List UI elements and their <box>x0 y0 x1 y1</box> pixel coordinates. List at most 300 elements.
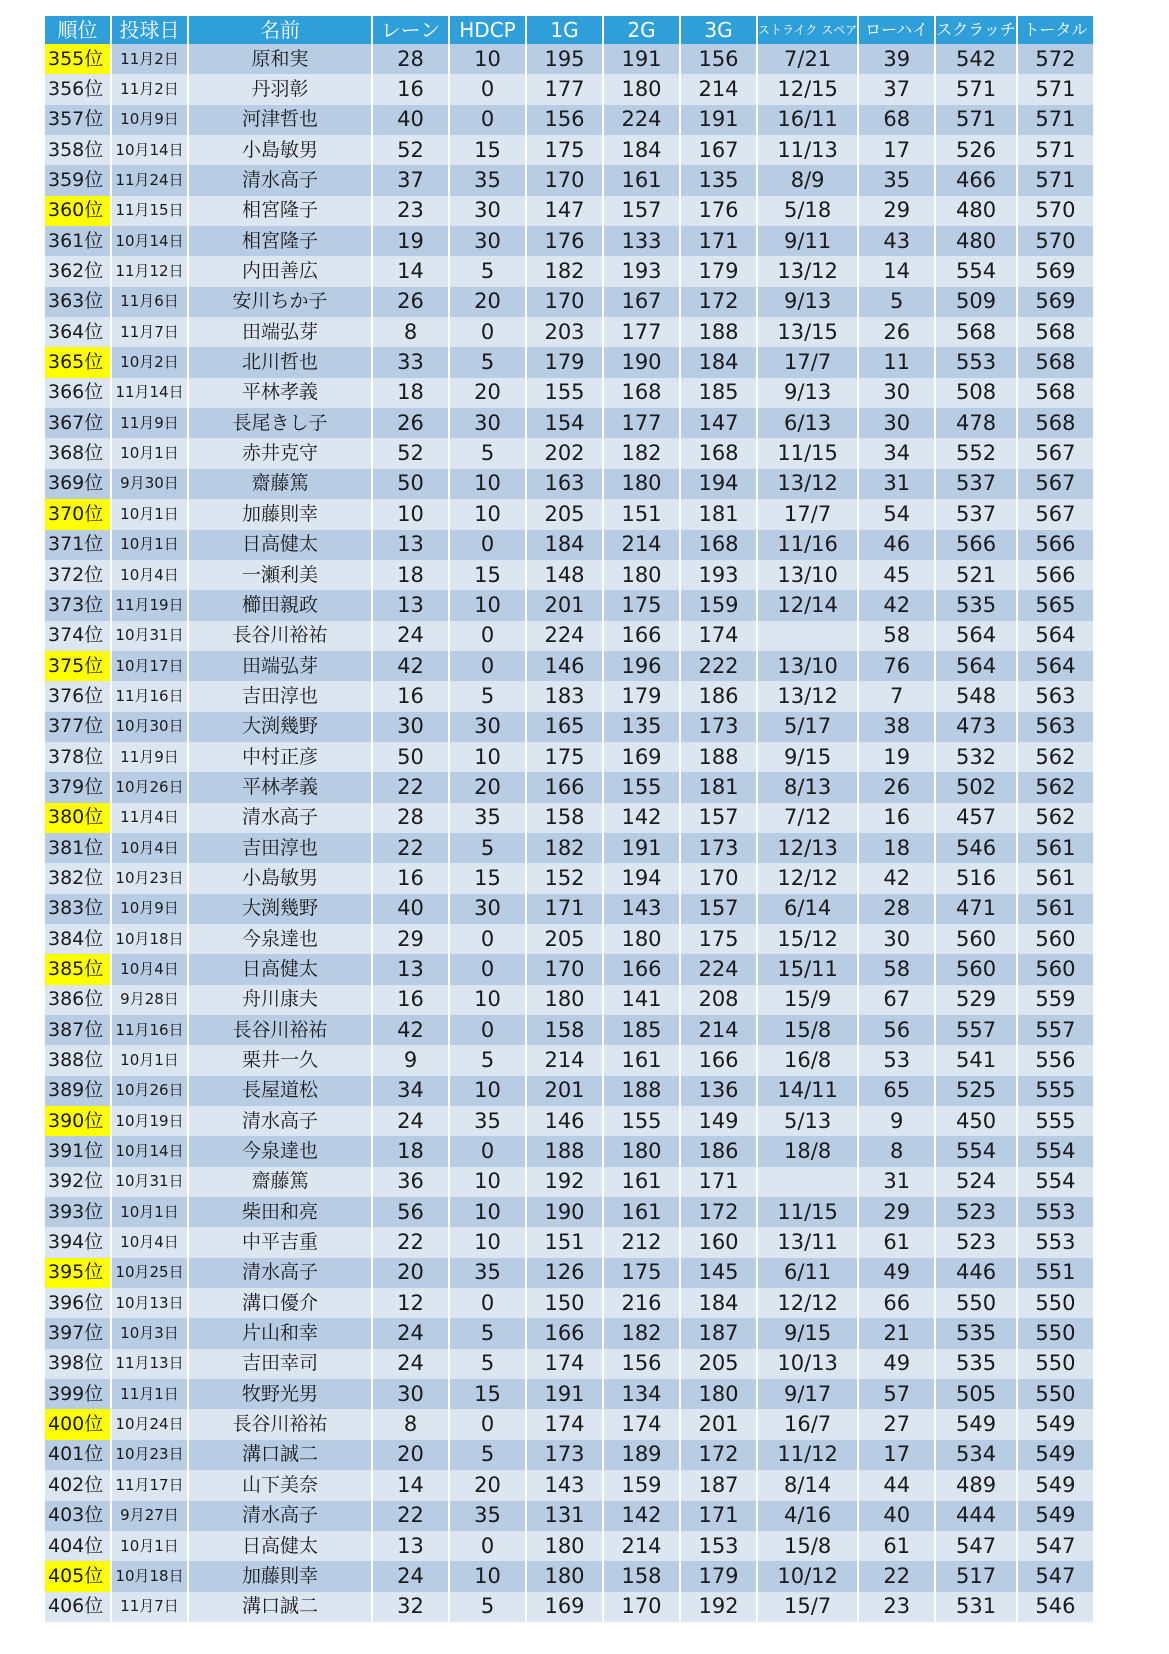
lane-cell: 52 <box>373 438 448 468</box>
game3-score-cell: 172 <box>681 287 756 317</box>
strike-spare-cell: 13/12 <box>758 681 857 711</box>
scratch-cell: 535 <box>936 590 1016 620</box>
date-cell: 11月9日 <box>112 408 187 438</box>
scratch-cell: 554 <box>936 256 1016 286</box>
scratch-cell: 480 <box>936 196 1016 226</box>
game2-score-cell: 216 <box>604 1288 679 1318</box>
strike-spare-cell: 14/11 <box>758 1076 857 1106</box>
game3-score-cell: 186 <box>681 1136 756 1166</box>
game1-score-cell: 170 <box>527 165 602 195</box>
date-cell: 11月16日 <box>112 1015 187 1045</box>
lane-cell: 8 <box>373 317 448 347</box>
lane-cell: 24 <box>373 621 448 651</box>
lane-cell: 18 <box>373 1136 448 1166</box>
scratch-cell: 526 <box>936 135 1016 165</box>
low-high-cell: 17 <box>859 1440 934 1470</box>
game1-score-cell: 158 <box>527 803 602 833</box>
date-cell: 11月2日 <box>112 44 187 74</box>
name-cell: 相宮隆子 <box>189 226 371 256</box>
hdcp-cell: 30 <box>450 894 525 924</box>
total-cell: 550 <box>1018 1318 1093 1348</box>
strike-spare-cell: 17/7 <box>758 347 857 377</box>
table-row <box>45 772 1093 802</box>
game1-score-cell: 180 <box>527 1531 602 1561</box>
scratch-cell: 466 <box>936 165 1016 195</box>
strike-spare-cell: 10/12 <box>758 1561 857 1591</box>
lane-cell: 34 <box>373 1076 448 1106</box>
name-cell: 丹羽彰 <box>189 74 371 104</box>
game3-score-cell: 222 <box>681 651 756 681</box>
game2-score-cell: 224 <box>604 105 679 135</box>
date-cell: 11月6日 <box>112 287 187 317</box>
rank-cell: 406位 <box>45 1592 110 1622</box>
game1-score-cell: 170 <box>527 287 602 317</box>
game3-score-cell: 179 <box>681 1561 756 1591</box>
total-cell: 564 <box>1018 651 1093 681</box>
date-cell: 10月1日 <box>112 438 187 468</box>
scratch-cell: 557 <box>936 1015 1016 1045</box>
game1-score-cell: 180 <box>527 985 602 1015</box>
total-cell: 554 <box>1018 1167 1093 1197</box>
game1-score-cell: 184 <box>527 530 602 560</box>
total-cell: 566 <box>1018 530 1093 560</box>
name-cell: 日高健太 <box>189 954 371 984</box>
rank-cell: 393位 <box>45 1197 110 1227</box>
low-high-cell: 11 <box>859 347 934 377</box>
game1-score-cell: 146 <box>527 1106 602 1136</box>
rank-cell: 386位 <box>45 985 110 1015</box>
low-high-cell: 5 <box>859 287 934 317</box>
scratch-cell: 524 <box>936 1167 1016 1197</box>
scratch-cell: 508 <box>936 378 1016 408</box>
date-cell: 10月14日 <box>112 226 187 256</box>
table-row <box>45 894 1093 924</box>
game1-score-cell: 175 <box>527 742 602 772</box>
low-high-cell: 30 <box>859 924 934 954</box>
game3-score-cell: 171 <box>681 226 756 256</box>
total-cell: 546 <box>1018 1592 1093 1622</box>
table-row <box>45 105 1093 135</box>
strike-spare-cell: 13/10 <box>758 560 857 590</box>
date-cell: 11月1日 <box>112 1379 187 1409</box>
date-cell: 10月4日 <box>112 954 187 984</box>
table-row <box>45 1379 1093 1409</box>
scratch-cell: 532 <box>936 742 1016 772</box>
lane-cell: 22 <box>373 772 448 802</box>
lane-cell: 22 <box>373 1227 448 1257</box>
strike-spare-cell: 15/11 <box>758 954 857 984</box>
lane-cell: 12 <box>373 1288 448 1318</box>
game3-score-cell: 136 <box>681 1076 756 1106</box>
game2-score-cell: 185 <box>604 1015 679 1045</box>
rank-cell: 387位 <box>45 1015 110 1045</box>
lane-cell: 40 <box>373 105 448 135</box>
name-cell: 長谷川裕祐 <box>189 1409 371 1439</box>
lane-cell: 14 <box>373 256 448 286</box>
game3-score-cell: 192 <box>681 1592 756 1622</box>
game2-score-cell: 143 <box>604 894 679 924</box>
low-high-cell: 57 <box>859 1379 934 1409</box>
game1-score-cell: 154 <box>527 408 602 438</box>
table-row <box>45 833 1093 863</box>
game1-score-cell: 173 <box>527 1440 602 1470</box>
hdcp-cell: 0 <box>450 621 525 651</box>
low-high-cell: 49 <box>859 1258 934 1288</box>
game1-score-cell: 147 <box>527 196 602 226</box>
total-cell: 561 <box>1018 894 1093 924</box>
total-cell: 556 <box>1018 1045 1093 1075</box>
date-cell: 11月12日 <box>112 256 187 286</box>
low-high-cell: 16 <box>859 803 934 833</box>
total-cell: 560 <box>1018 924 1093 954</box>
table-row <box>45 196 1093 226</box>
strike-spare-cell: 18/8 <box>758 1136 857 1166</box>
low-high-cell: 61 <box>859 1227 934 1257</box>
game1-score-cell: 148 <box>527 560 602 590</box>
game3-score-cell: 149 <box>681 1106 756 1136</box>
rank-cell: 381位 <box>45 833 110 863</box>
total-cell: 554 <box>1018 1136 1093 1166</box>
total-cell: 547 <box>1018 1561 1093 1591</box>
scratch-cell: 547 <box>936 1531 1016 1561</box>
game2-score-cell: 158 <box>604 1561 679 1591</box>
strike-spare-cell: 13/11 <box>758 1227 857 1257</box>
game2-score-cell: 180 <box>604 560 679 590</box>
header-lane: レーン <box>373 16 448 44</box>
ranking-table <box>43 16 1095 1622</box>
rank-cell: 392位 <box>45 1167 110 1197</box>
scratch-cell: 546 <box>936 833 1016 863</box>
game2-score-cell: 193 <box>604 256 679 286</box>
hdcp-cell: 5 <box>450 1045 525 1075</box>
name-cell: 田端弘芽 <box>189 317 371 347</box>
strike-spare-cell: 16/8 <box>758 1045 857 1075</box>
table-row <box>45 499 1093 529</box>
strike-spare-cell: 15/7 <box>758 1592 857 1622</box>
table-row <box>45 1470 1093 1500</box>
low-high-cell: 31 <box>859 469 934 499</box>
lane-cell: 24 <box>373 1318 448 1348</box>
rank-cell: 396位 <box>45 1288 110 1318</box>
game1-score-cell: 214 <box>527 1045 602 1075</box>
strike-spare-cell: 9/15 <box>758 1318 857 1348</box>
table-row <box>45 378 1093 408</box>
hdcp-cell: 5 <box>450 1440 525 1470</box>
game1-score-cell: 156 <box>527 105 602 135</box>
date-cell: 10月19日 <box>112 1106 187 1136</box>
hdcp-cell: 20 <box>450 1470 525 1500</box>
low-high-cell: 46 <box>859 530 934 560</box>
rank-cell: 369位 <box>45 469 110 499</box>
scratch-cell: 509 <box>936 287 1016 317</box>
low-high-cell: 8 <box>859 1136 934 1166</box>
header-game2: 2G <box>604 16 679 44</box>
total-cell: 553 <box>1018 1227 1093 1257</box>
game3-score-cell: 157 <box>681 894 756 924</box>
lane-cell: 8 <box>373 1409 448 1439</box>
name-cell: 今泉達也 <box>189 924 371 954</box>
rank-cell: 377位 <box>45 712 110 742</box>
scratch-cell: 473 <box>936 712 1016 742</box>
game2-score-cell: 161 <box>604 1045 679 1075</box>
total-cell: 549 <box>1018 1409 1093 1439</box>
name-cell: 日高健太 <box>189 1531 371 1561</box>
low-high-cell: 37 <box>859 74 934 104</box>
rank-cell: 394位 <box>45 1227 110 1257</box>
strike-spare-cell: 13/15 <box>758 317 857 347</box>
total-cell: 569 <box>1018 287 1093 317</box>
table-row <box>45 74 1093 104</box>
game3-score-cell: 181 <box>681 499 756 529</box>
total-cell: 550 <box>1018 1288 1093 1318</box>
game2-score-cell: 190 <box>604 347 679 377</box>
date-cell: 10月1日 <box>112 530 187 560</box>
date-cell: 11月14日 <box>112 378 187 408</box>
total-cell: 561 <box>1018 833 1093 863</box>
lane-cell: 18 <box>373 560 448 590</box>
scratch-cell: 521 <box>936 560 1016 590</box>
game1-score-cell: 175 <box>527 135 602 165</box>
table-row <box>45 1318 1093 1348</box>
hdcp-cell: 0 <box>450 74 525 104</box>
lane-cell: 26 <box>373 408 448 438</box>
low-high-cell: 42 <box>859 590 934 620</box>
scratch-cell: 523 <box>936 1227 1016 1257</box>
strike-spare-cell: 12/15 <box>758 74 857 104</box>
game3-score-cell: 145 <box>681 1258 756 1288</box>
name-cell: 吉田幸司 <box>189 1349 371 1379</box>
scratch-cell: 529 <box>936 985 1016 1015</box>
low-high-cell: 29 <box>859 196 934 226</box>
lane-cell: 29 <box>373 924 448 954</box>
lane-cell: 36 <box>373 1167 448 1197</box>
lane-cell: 20 <box>373 1258 448 1288</box>
scratch-cell: 444 <box>936 1501 1016 1531</box>
hdcp-cell: 0 <box>450 924 525 954</box>
name-cell: 片山和幸 <box>189 1318 371 1348</box>
table-row <box>45 1288 1093 1318</box>
table-row <box>45 712 1093 742</box>
low-high-cell: 44 <box>859 1470 934 1500</box>
lane-cell: 33 <box>373 347 448 377</box>
game2-score-cell: 214 <box>604 530 679 560</box>
game3-score-cell: 168 <box>681 438 756 468</box>
low-high-cell: 9 <box>859 1106 934 1136</box>
scratch-cell: 502 <box>936 772 1016 802</box>
lane-cell: 32 <box>373 1592 448 1622</box>
table-row <box>45 1197 1093 1227</box>
name-cell: 溝口誠二 <box>189 1592 371 1622</box>
game3-score-cell: 168 <box>681 530 756 560</box>
table-row <box>45 742 1093 772</box>
table-row <box>45 1531 1093 1561</box>
name-cell: 大渕幾野 <box>189 894 371 924</box>
strike-spare-cell: 13/12 <box>758 256 857 286</box>
rank-cell: 389位 <box>45 1076 110 1106</box>
rank-cell: 361位 <box>45 226 110 256</box>
game1-score-cell: 131 <box>527 1501 602 1531</box>
lane-cell: 28 <box>373 44 448 74</box>
scratch-cell: 541 <box>936 1045 1016 1075</box>
rank-cell: 371位 <box>45 530 110 560</box>
scratch-cell: 525 <box>936 1076 1016 1106</box>
date-cell: 11月2日 <box>112 74 187 104</box>
game1-score-cell: 166 <box>527 1318 602 1348</box>
scratch-cell: 554 <box>936 1136 1016 1166</box>
scratch-cell: 537 <box>936 469 1016 499</box>
hdcp-cell: 15 <box>450 863 525 893</box>
game2-score-cell: 166 <box>604 621 679 651</box>
table-row <box>45 469 1093 499</box>
total-cell: 555 <box>1018 1076 1093 1106</box>
rank-cell: 378位 <box>45 742 110 772</box>
low-high-cell: 58 <box>859 954 934 984</box>
lane-cell: 42 <box>373 651 448 681</box>
game2-score-cell: 177 <box>604 408 679 438</box>
game1-score-cell: 170 <box>527 954 602 984</box>
rank-cell: 359位 <box>45 165 110 195</box>
game3-score-cell: 180 <box>681 1379 756 1409</box>
lane-cell: 18 <box>373 378 448 408</box>
game2-score-cell: 155 <box>604 1106 679 1136</box>
game3-score-cell: 184 <box>681 347 756 377</box>
game3-score-cell: 186 <box>681 681 756 711</box>
lane-cell: 42 <box>373 1015 448 1045</box>
low-high-cell: 45 <box>859 560 934 590</box>
date-cell: 9月28日 <box>112 985 187 1015</box>
name-cell: 小島敏男 <box>189 135 371 165</box>
name-cell: 小島敏男 <box>189 863 371 893</box>
game3-score-cell: 147 <box>681 408 756 438</box>
table-row <box>45 530 1093 560</box>
date-cell: 10月3日 <box>112 1318 187 1348</box>
rank-cell: 388位 <box>45 1045 110 1075</box>
table-row <box>45 347 1093 377</box>
hdcp-cell: 0 <box>450 1409 525 1439</box>
rank-cell: 368位 <box>45 438 110 468</box>
game1-score-cell: 192 <box>527 1167 602 1197</box>
hdcp-cell: 35 <box>450 803 525 833</box>
hdcp-cell: 35 <box>450 1501 525 1531</box>
lane-cell: 28 <box>373 803 448 833</box>
game2-score-cell: 157 <box>604 196 679 226</box>
game2-score-cell: 151 <box>604 499 679 529</box>
date-cell: 10月2日 <box>112 347 187 377</box>
name-cell: 齋藤篤 <box>189 1167 371 1197</box>
strike-spare-cell: 16/11 <box>758 105 857 135</box>
header-scratch: スクラッチ <box>936 16 1016 44</box>
hdcp-cell: 20 <box>450 378 525 408</box>
game2-score-cell: 161 <box>604 1167 679 1197</box>
low-high-cell: 19 <box>859 742 934 772</box>
name-cell: 吉田淳也 <box>189 833 371 863</box>
strike-spare-cell: 5/17 <box>758 712 857 742</box>
name-cell: 溝口優介 <box>189 1288 371 1318</box>
game2-score-cell: 177 <box>604 317 679 347</box>
total-cell: 549 <box>1018 1501 1093 1531</box>
strike-spare-cell: 10/13 <box>758 1349 857 1379</box>
date-cell: 11月9日 <box>112 742 187 772</box>
date-cell: 10月17日 <box>112 651 187 681</box>
name-cell: 長谷川裕祐 <box>189 1015 371 1045</box>
lane-cell: 30 <box>373 1379 448 1409</box>
date-cell: 9月30日 <box>112 469 187 499</box>
date-cell: 10月1日 <box>112 1531 187 1561</box>
scratch-cell: 480 <box>936 226 1016 256</box>
game1-score-cell: 163 <box>527 469 602 499</box>
hdcp-cell: 10 <box>450 44 525 74</box>
low-high-cell: 29 <box>859 1197 934 1227</box>
name-cell: 清水高子 <box>189 165 371 195</box>
low-high-cell: 43 <box>859 226 934 256</box>
total-cell: 563 <box>1018 681 1093 711</box>
game1-score-cell: 126 <box>527 1258 602 1288</box>
lane-cell: 22 <box>373 833 448 863</box>
lane-cell: 40 <box>373 894 448 924</box>
game3-score-cell: 176 <box>681 196 756 226</box>
game1-score-cell: 195 <box>527 44 602 74</box>
name-cell: 赤井克守 <box>189 438 371 468</box>
rank-cell: 365位 <box>45 347 110 377</box>
strike-spare-cell: 17/7 <box>758 499 857 529</box>
hdcp-cell: 5 <box>450 438 525 468</box>
rank-cell: 374位 <box>45 621 110 651</box>
table-row <box>45 438 1093 468</box>
game1-score-cell: 183 <box>527 681 602 711</box>
strike-spare-cell: 9/11 <box>758 226 857 256</box>
game1-score-cell: 205 <box>527 924 602 954</box>
strike-spare-cell: 15/12 <box>758 924 857 954</box>
scratch-cell: 450 <box>936 1106 1016 1136</box>
total-cell: 561 <box>1018 863 1093 893</box>
game3-score-cell: 170 <box>681 863 756 893</box>
game2-score-cell: 184 <box>604 135 679 165</box>
name-cell: 柴田和亮 <box>189 1197 371 1227</box>
game3-score-cell: 159 <box>681 590 756 620</box>
hdcp-cell: 5 <box>450 256 525 286</box>
lane-cell: 24 <box>373 1561 448 1591</box>
total-cell: 572 <box>1018 44 1093 74</box>
rank-cell: 380位 <box>45 803 110 833</box>
rank-cell: 391位 <box>45 1136 110 1166</box>
game2-score-cell: 182 <box>604 438 679 468</box>
game2-score-cell: 133 <box>604 226 679 256</box>
low-high-cell: 30 <box>859 408 934 438</box>
date-cell: 11月7日 <box>112 1592 187 1622</box>
hdcp-cell: 10 <box>450 469 525 499</box>
hdcp-cell: 35 <box>450 1258 525 1288</box>
strike-spare-cell: 9/17 <box>758 1379 857 1409</box>
game3-score-cell: 157 <box>681 803 756 833</box>
date-cell: 11月17日 <box>112 1470 187 1500</box>
total-cell: 553 <box>1018 1197 1093 1227</box>
game3-score-cell: 187 <box>681 1318 756 1348</box>
lane-cell: 16 <box>373 985 448 1015</box>
low-high-cell: 22 <box>859 1561 934 1591</box>
hdcp-cell: 15 <box>450 560 525 590</box>
lane-cell: 22 <box>373 1501 448 1531</box>
low-high-cell: 56 <box>859 1015 934 1045</box>
rank-cell: 390位 <box>45 1106 110 1136</box>
lane-cell: 20 <box>373 1440 448 1470</box>
hdcp-cell: 0 <box>450 317 525 347</box>
hdcp-cell: 30 <box>450 712 525 742</box>
name-cell: 栗井一久 <box>189 1045 371 1075</box>
rank-cell: 375位 <box>45 651 110 681</box>
name-cell: 今泉達也 <box>189 1136 371 1166</box>
name-cell: 中村正彦 <box>189 742 371 772</box>
game3-score-cell: 188 <box>681 742 756 772</box>
